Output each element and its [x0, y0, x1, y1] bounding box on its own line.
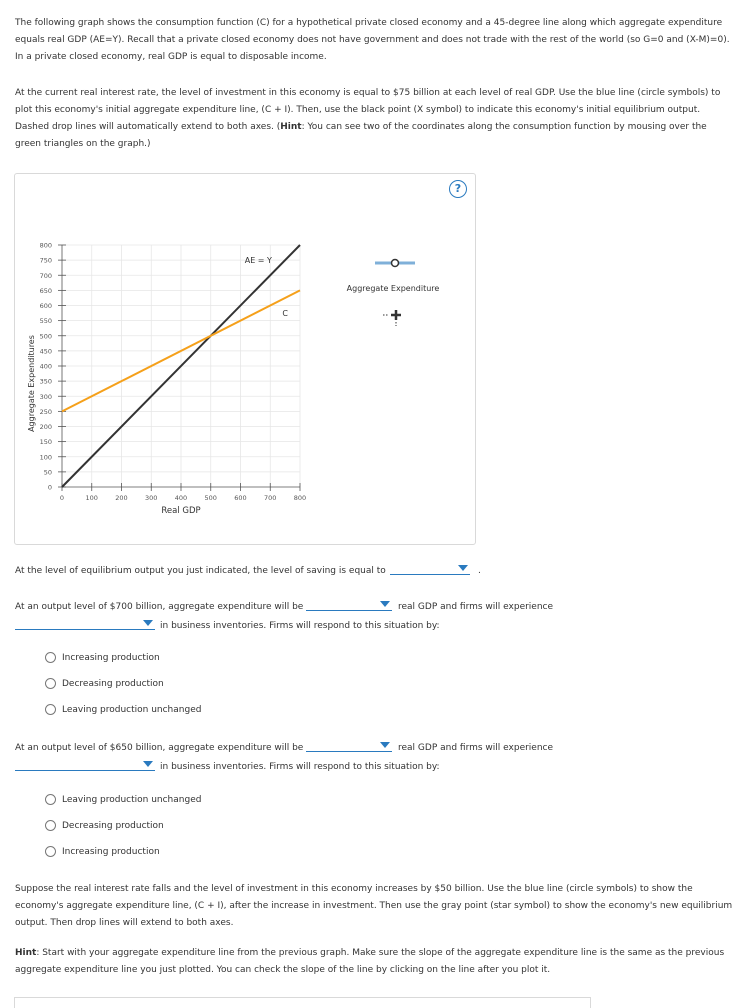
y-tick-label: 200 — [39, 423, 52, 431]
q2-ae-comparison-dropdown[interactable] — [306, 598, 392, 611]
x-tick-label: 300 — [145, 494, 158, 502]
q3-end-text: in business inventories. Firms will respond to this situation by: — [160, 762, 440, 772]
y-tick-label: 0 — [47, 483, 52, 492]
radio-button[interactable] — [45, 704, 56, 715]
q3-text: At an output level of $650 billion, aggregate expenditure will be — [15, 743, 304, 753]
chevron-down-icon — [380, 601, 390, 607]
y-tick-label: 50 — [43, 468, 52, 477]
y-tick-label: 550 — [39, 317, 52, 326]
y-tick-label: 700 — [39, 271, 52, 280]
outro-paragraph-2 — [15, 945, 735, 979]
x-tick-label: 500 — [204, 494, 217, 502]
next-graph-panel — [14, 997, 591, 1008]
q3-mid-text: real GDP and firms will experience — [398, 743, 554, 753]
q3-option-unchanged[interactable]: Leaving production unchanged — [45, 794, 201, 805]
radio-button[interactable] — [45, 820, 56, 831]
q2-end-text: in business inventories. Firms will respond to this situation by: — [160, 621, 440, 631]
intro-paragraph-2 — [15, 85, 735, 153]
chevron-down-icon — [380, 742, 390, 748]
q3-option-decrease[interactable]: Decreasing production — [45, 820, 164, 831]
legend-label: Aggregate Expenditure — [346, 284, 440, 293]
chevron-down-icon — [143, 761, 153, 767]
y-tick-labels — [40, 242, 52, 492]
y-tick-label: 750 — [39, 256, 52, 265]
intro-p2-rest: : You can see two of the coordinates along the consumption function by mousing over the green triangles on the graph.) — [15, 122, 707, 149]
x-tick-label: 400 — [174, 494, 188, 502]
y-tick-label: 300 — [39, 392, 52, 401]
x-tick-label: 100 — [85, 494, 98, 502]
c-line-label: C — [282, 309, 288, 319]
q2-text: At an output level of $700 billion, aggregate expenditure will be — [15, 602, 304, 612]
y-tick-label: 450 — [39, 347, 52, 356]
intro-paragraph-1: The following graph shows the consumption function (C) for a hypothetical private closed economy and a 45-degree line along which aggregate expenditure equals real GDP (AE=Y). Recall that a private closed economy does not have government and does not trade with the rest of the world (so G=0 and (X-M)=0). In a private closed economy, real GDP is equal to disposable income. — [15, 18, 730, 62]
intro-p2-text: At the current real interest rate, the level of investment in this economy is equal to $75 billion at each level of real GDP. Use the blue line (circle symbols) to plot this economy's initial aggregate expenditure line, (C + I). Then, use the black point (X symbol) to indicate this economy's initial equilibrium output. Dashed drop lines will automatically extend to both axes. ( — [15, 88, 721, 132]
y-tick-label: 800 — [39, 241, 52, 250]
x-tick-label: 200 — [115, 494, 128, 502]
y-tick-label: 400 — [39, 362, 52, 371]
y-tick-label: 600 — [39, 302, 52, 310]
q1-text: At the level of equilibrium output you just indicated, the level of saving is equal to — [15, 566, 386, 576]
equilibrium-point-tool[interactable] — [383, 310, 401, 326]
y-tick-label: 150 — [39, 438, 52, 447]
x-tick-label: 0 — [59, 494, 65, 502]
x-axis-label: Real GDP — [161, 506, 201, 516]
help-icon[interactable]: ? — [449, 180, 467, 198]
q2-inventory-dropdown[interactable] — [15, 617, 155, 630]
hint-label: Hint — [280, 122, 302, 132]
x-tick-label: 700 — [264, 494, 277, 502]
x-tick-label: 800 — [293, 494, 307, 502]
y-tick-label: 500 — [39, 332, 52, 341]
y-tick-label: 650 — [39, 286, 52, 295]
q2-option-increase[interactable]: Increasing production — [45, 652, 160, 663]
y-tick-label: 250 — [39, 407, 52, 416]
q2-option-unchanged[interactable]: Leaving production unchanged — [45, 704, 201, 715]
chevron-down-icon — [458, 565, 468, 571]
radio-button[interactable] — [45, 678, 56, 689]
q1-period: . — [478, 566, 481, 576]
graph-panel — [14, 173, 476, 545]
radio-button[interactable] — [45, 846, 56, 857]
q3-ae-comparison-dropdown[interactable] — [306, 739, 392, 752]
q2-option-decrease[interactable]: Decreasing production — [45, 678, 164, 689]
hint-label: Hint — [15, 948, 37, 958]
x-tick-labels — [60, 494, 306, 502]
outro-paragraph-1: Suppose the real interest rate falls and the level of investment in this economy increases by $50 billion. Use the blue line (circle symbols) to show the economy's aggregate expenditure line, (C + I), after the increase in investment. Then use the gray point (star symbol) to show the economy's new equilibrium output. Then drop lines will extend to both axes. — [15, 884, 733, 928]
q3-inventory-dropdown[interactable] — [15, 758, 155, 771]
outro-p2-text: : Start with your aggregate expenditure line from the previous graph. Make sure the slope of the aggregate expenditure line is the same as the previous aggregate expenditure line you just plotted. You can check the slope of the line by clicking on the line after you plot it. — [15, 948, 725, 975]
chevron-down-icon — [143, 620, 153, 626]
radio-button[interactable] — [45, 794, 56, 805]
chart-canvas[interactable] — [15, 174, 475, 544]
ae-line-tool[interactable] — [375, 260, 415, 267]
y-tick-label: 350 — [39, 377, 52, 386]
y-axis-label: Aggregate Expenditures — [26, 335, 36, 432]
saving-dropdown[interactable] — [390, 562, 470, 575]
q2-mid-text: real GDP and firms will experience — [398, 602, 554, 612]
ae-line-label: AE = Y — [244, 256, 272, 266]
radio-button[interactable] — [45, 652, 56, 663]
q3-option-increase[interactable]: Increasing production — [45, 846, 160, 857]
y-tick-label: 100 — [39, 453, 52, 462]
x-tick-label: 600 — [234, 494, 247, 502]
